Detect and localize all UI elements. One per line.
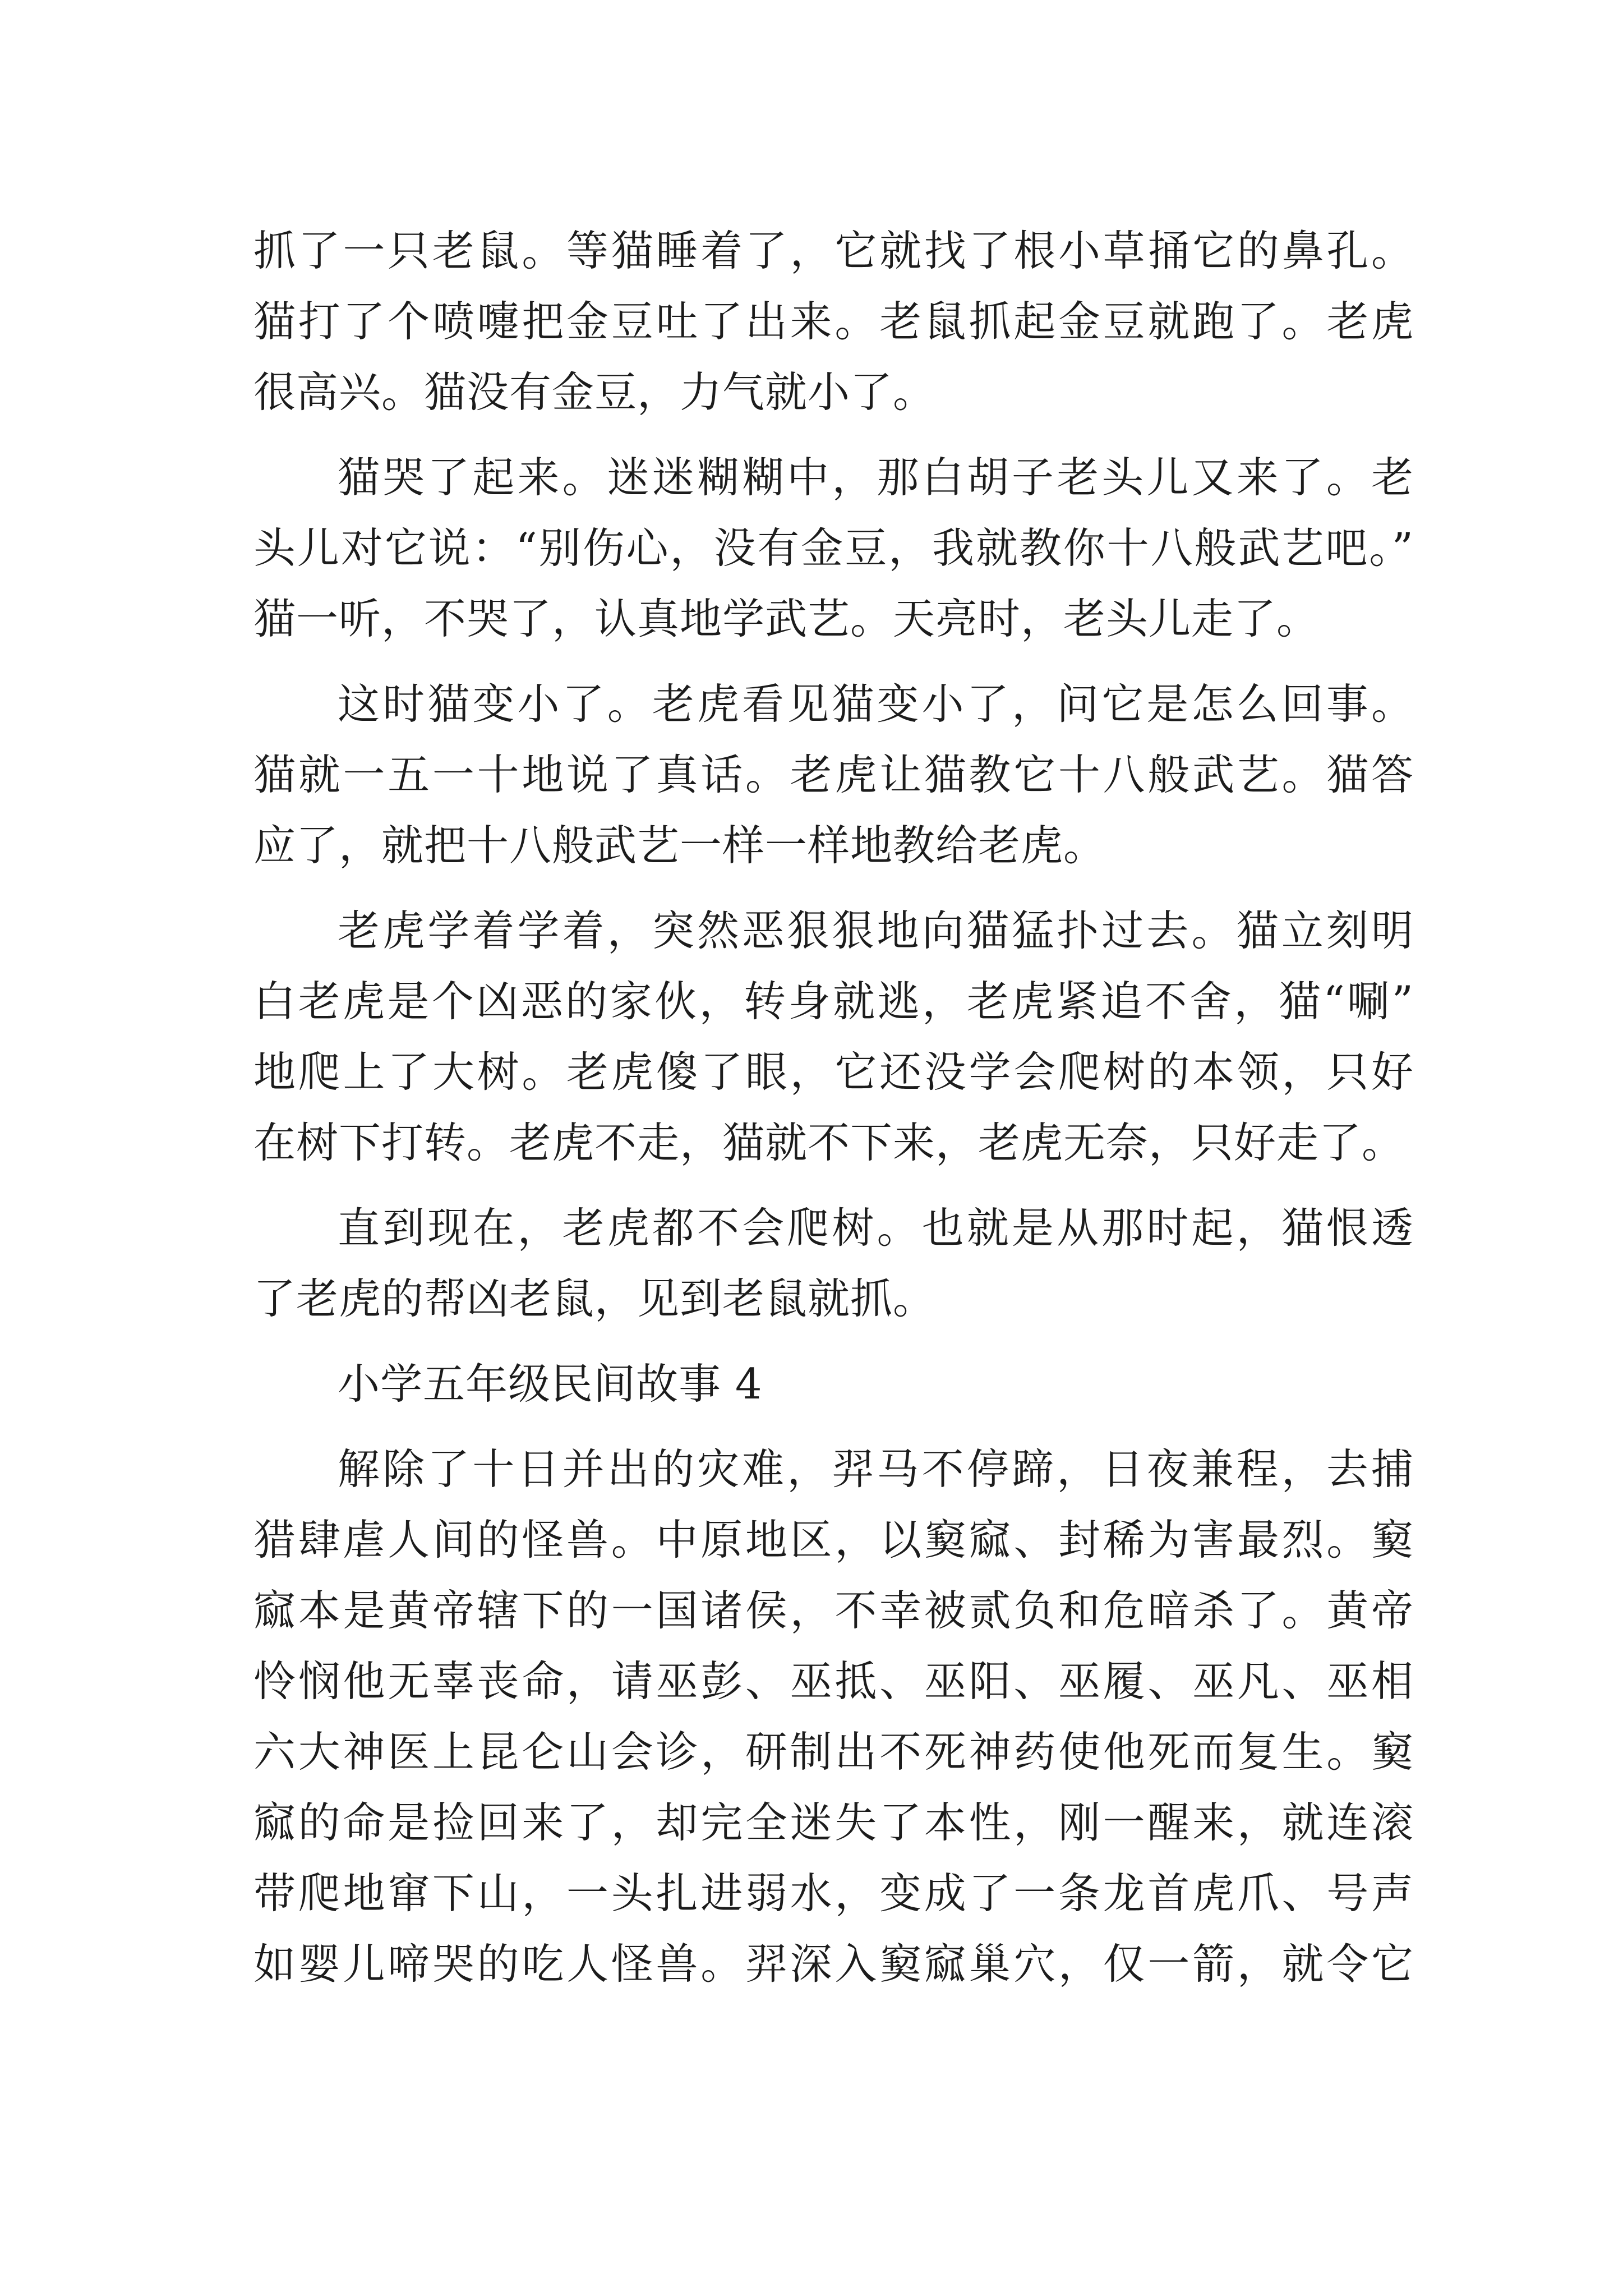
text-line: 头儿对它说：“别伤心，没有金豆，我就教你十八般武艺吧。” [253,523,1413,573]
paragraph [253,1349,1413,1419]
text-line: 如婴儿啼哭的吃人怪兽。羿深入窫窳巢穴，仅一箭，就令它 [253,1939,1413,1989]
text-line: 白老虎是个凶恶的家伙，转身就逃，老虎紧追不舍，猫“唰” [253,977,1413,1026]
body-text [253,215,1413,2014]
paragraph [253,1434,1413,1999]
text-line: 六大神医上昆仑山会诊，研制出不死神药使他死而复生。窫 [253,1727,1413,1777]
paragraph [253,215,1413,427]
text-line: 地爬上了大树。老虎傻了眼，它还没学会爬树的本领，只好 [253,1047,1413,1097]
paragraph [253,1193,1413,1334]
text-line: 猎肆虐人间的怪兽。中原地区，以窫窳、封稀为害最烈。窫 [253,1515,1413,1565]
text-line: 怜悯他无辜丧命，请巫彭、巫抵、巫阳、巫履、巫凡、巫相 [253,1657,1413,1706]
paragraph [253,669,1413,881]
text-line: 这时猫变小了。老虎看见猫变小了，问它是怎么回事。 [338,679,1413,729]
text-line: 在树下打转。老虎不走，猫就不下来，老虎无奈，只好走了。 [253,1118,1405,1167]
text-line: 抓了一只老鼠。等猫睡着了，它就找了根小草捅它的鼻孔。 [253,226,1413,275]
text-line: 带爬地窜下山，一头扎进弱水，变成了一条龙首虎爪、号声 [253,1869,1413,1918]
text-line: 猫打了个喷嚏把金豆吐了出来。老鼠抓起金豆就跑了。老虎 [253,297,1413,346]
text-line: 直到现在，老虎都不会爬树。也就是从那时起，猫恨透 [338,1203,1413,1253]
text-line: 猫哭了起来。迷迷糊糊中，那白胡子老头儿又来了。老 [338,453,1413,502]
text-line: 猫就一五一十地说了真话。老虎让猫教它十八般武艺。猫答 [253,750,1413,799]
text-line: 应了，就把十八般武艺一样一样地教给老虎。 [253,821,1106,870]
text-line: 了老虎的帮凶老鼠，见到老鼠就抓。 [253,1274,936,1323]
text-line: 很高兴。猫没有金豆，力气就小了。 [253,367,936,417]
text-line: 猫一听，不哭了，认真地学武艺。天亮时，老头儿走了。 [253,594,1320,643]
text-line: 老虎学着学着，突然恶狠狠地向猫猛扑过去。猫立刻明 [338,906,1413,955]
text-line: 窳的命是捡回来了，却完全迷失了本性，刚一醒来，就连滚 [253,1798,1413,1847]
paragraph [253,895,1413,1178]
text-line: 窳本是黄帝辖下的一国诸侯，不幸被贰负和危暗杀了。黄帝 [253,1586,1413,1635]
paragraph [253,442,1413,654]
text-line: 小学五年级民间故事 4 [338,1359,763,1409]
text-line: 解除了十日并出的灾难，羿马不停蹄，日夜兼程，去捕 [338,1444,1413,1494]
